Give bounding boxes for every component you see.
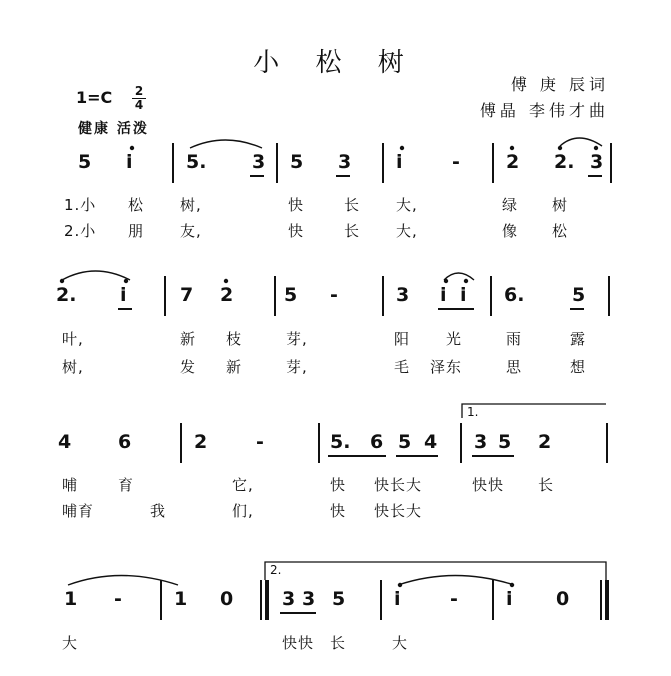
note: 5 — [284, 284, 298, 306]
note: 3 — [302, 588, 316, 610]
lyric: 新 — [226, 358, 243, 376]
meter-top: 2 — [134, 84, 144, 98]
lyric: 朋 — [128, 222, 145, 240]
lyric: 长 — [344, 196, 361, 214]
lyric: 快快 — [282, 634, 315, 652]
lyric: 2.小 — [64, 222, 97, 240]
lyric: 树, — [62, 358, 84, 376]
note: 2 — [538, 431, 552, 453]
lyric: 芽, — [286, 358, 308, 376]
lyric: 大 — [392, 634, 409, 652]
note: 5 — [572, 284, 586, 306]
note: 5. — [186, 151, 207, 173]
note: 4 — [58, 431, 72, 453]
lyric: 发 — [180, 358, 197, 376]
lyric: 快长大 — [374, 476, 423, 494]
note: - — [330, 284, 338, 306]
meter-bottom: 4 — [134, 98, 144, 112]
note: 1 — [174, 588, 188, 610]
note: 4 — [424, 431, 438, 453]
lyric: 它, — [232, 476, 254, 494]
lyric: 雨 — [506, 330, 523, 348]
lyric: 1.小 — [64, 196, 97, 214]
lyric: 泽东 — [430, 358, 463, 376]
note: 5. — [330, 431, 351, 453]
note: 0 — [556, 588, 570, 610]
note: i — [120, 284, 127, 306]
lyric: 叶, — [62, 330, 84, 348]
note: - — [452, 151, 460, 173]
note: 5 — [332, 588, 346, 610]
lyric: 哺育 — [62, 502, 95, 520]
lyric: 我 — [150, 502, 167, 520]
note: - — [256, 431, 264, 453]
note: 2. — [56, 284, 77, 306]
lyric: 快 — [288, 196, 305, 214]
note: 5 — [498, 431, 512, 453]
lyricist-credit: 傅 庚 辰词 — [510, 75, 609, 94]
lyric: 大 — [62, 634, 79, 652]
lyric: 大, — [396, 196, 418, 214]
lyric: 长 — [538, 476, 555, 494]
lyric: 树 — [552, 196, 569, 214]
composer-credit: 傅晶 李伟才曲 — [479, 101, 609, 120]
note: 2. — [554, 151, 575, 173]
lyric: 露 — [570, 330, 587, 348]
lyric: 们, — [232, 502, 254, 520]
lyric: 树, — [180, 196, 202, 214]
note: i — [394, 588, 401, 610]
note: 5 — [290, 151, 304, 173]
lyric: 友, — [180, 222, 202, 240]
song-title: 小 松 树 — [253, 48, 418, 78]
note: 6 — [118, 431, 132, 453]
lyric: 长 — [330, 634, 347, 652]
lyric: 快 — [330, 502, 347, 520]
note: 6. — [504, 284, 525, 306]
lyric: 快 — [330, 476, 347, 494]
note: 5 — [78, 151, 92, 173]
note: i — [460, 284, 467, 306]
note: i — [126, 151, 133, 173]
lyric: 枝 — [226, 330, 243, 348]
lyric: 光 — [446, 330, 463, 348]
note: 3 — [338, 151, 352, 173]
note: 3 — [590, 151, 604, 173]
note: - — [450, 588, 458, 610]
note: i — [506, 588, 513, 610]
note: 3 — [474, 431, 488, 453]
lyric: 松 — [552, 222, 569, 240]
lyric: 想 — [570, 358, 587, 376]
note: - — [114, 588, 122, 610]
lyric: 快 — [288, 222, 305, 240]
lyric: 大, — [396, 222, 418, 240]
key-signature: 1=C — [76, 88, 113, 107]
lyric: 新 — [180, 330, 197, 348]
note: i — [440, 284, 447, 306]
note: 5 — [398, 431, 412, 453]
lyric: 育 — [118, 476, 135, 494]
note: 2 — [220, 284, 234, 306]
note: 2 — [194, 431, 208, 453]
note: 3 — [396, 284, 410, 306]
volta-1-label: 1. — [467, 405, 479, 419]
lyric: 阳 — [394, 330, 411, 348]
lyric: 长 — [344, 222, 361, 240]
lyric: 松 — [128, 196, 145, 214]
lyric: 快长大 — [374, 502, 423, 520]
note: 1 — [64, 588, 78, 610]
lyric: 像 — [502, 222, 519, 240]
note: 0 — [220, 588, 234, 610]
note: 6 — [370, 431, 384, 453]
lyric: 思 — [506, 358, 523, 376]
note: 7 — [180, 284, 194, 306]
tempo-marking: 健康 活泼 — [78, 121, 149, 137]
note: 2 — [506, 151, 520, 173]
lyric: 快快 — [472, 476, 505, 494]
lyric: 绿 — [502, 196, 519, 214]
volta-2-label: 2. — [270, 563, 282, 577]
lyric: 芽, — [286, 330, 308, 348]
lyric: 哺 — [62, 476, 79, 494]
note: 3 — [282, 588, 296, 610]
note: i — [396, 151, 403, 173]
note: 3 — [252, 151, 266, 173]
lyric: 毛 — [394, 358, 411, 376]
